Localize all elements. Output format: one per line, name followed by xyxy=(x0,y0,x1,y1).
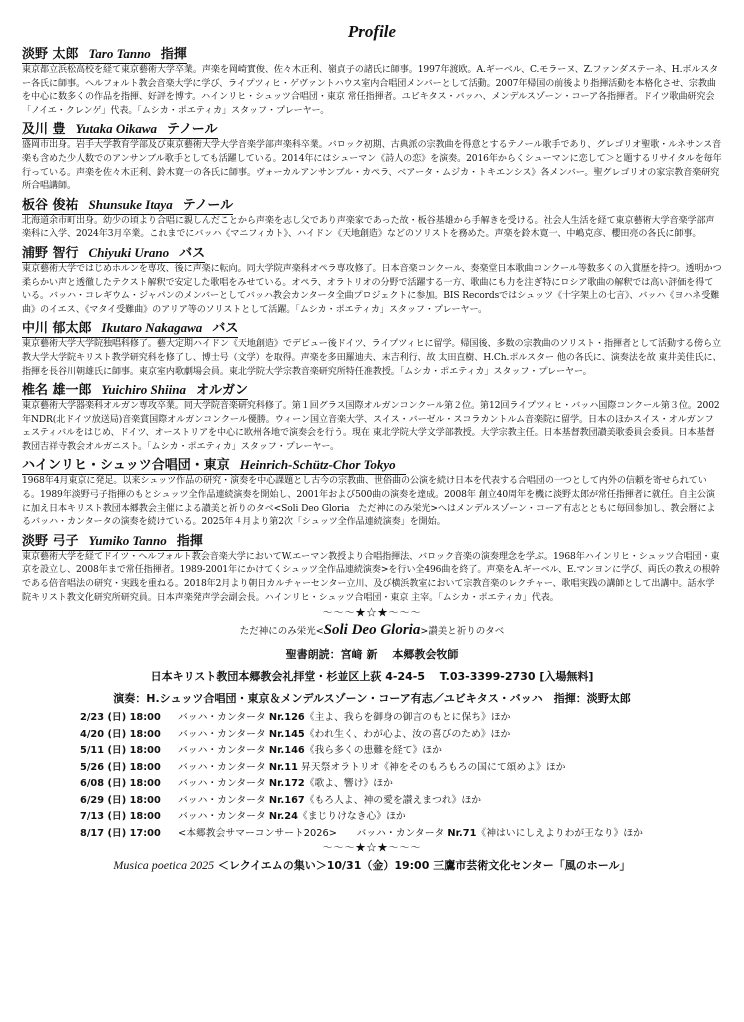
profile-role: テノール xyxy=(182,197,234,213)
schedule-cantata-number: Nr.11 xyxy=(268,761,298,773)
profile-name-line xyxy=(22,244,722,262)
profile-bio: 盛岡市出身。岩手大学教育学部及び東京藝術大学大学音楽学部声楽科卒業。バロック初期、古典派の宗教曲を得意とするテノール歌手であり、グレゴリオ聖歌・ルネサンス音楽も含めた少人数でのアンサンブル歌手としても活躍している。2014年にはシューマン《詩人の恋》を演奏。2016年からくシューマンに恋して＞と題するリサイタルを毎年行っている。声楽を佐々木正利、鈴木寛一の各氏に師事。ヴォーカルアンサンブル・カペラ、ベアータ・ムジカ・トキエンシス》各メンバー。聖グレゴリオの家宗教音楽研究所合唱講師。 xyxy=(22,140,722,192)
schedule-label: バッハ・カンタータ xyxy=(178,761,269,773)
profile-name-underline xyxy=(22,534,203,551)
soli-deo-gloria: Soli Deo Gloria xyxy=(323,622,421,639)
profile-name-line xyxy=(22,532,722,550)
schedule-cantata-number: Nr.126 xyxy=(268,712,305,724)
schedule-date: 5/26 (日) 18:00 xyxy=(80,761,161,773)
schedule-work-title: 昇天祭オラトリオ《神をそのもろもろの国にて頌めよ》ほか xyxy=(297,761,566,773)
profile-entry xyxy=(22,196,722,242)
schedule-list xyxy=(80,710,722,842)
profile-name-roman: Ikutaro Nakagawa xyxy=(101,320,203,336)
schedule-date: 5/11 (日) 18:00 xyxy=(80,745,161,757)
profile-entry xyxy=(22,120,722,193)
schedule-row xyxy=(80,809,722,826)
schedule-row xyxy=(80,793,722,810)
schedule-cantata-number: Nr.172 xyxy=(268,778,305,790)
footer-event-jp: ＜レクイエムの集い＞ xyxy=(217,859,327,873)
schedule-row xyxy=(80,826,722,843)
schedule-program xyxy=(178,776,722,793)
profile-name-underline xyxy=(22,458,406,475)
profile-name-line xyxy=(22,120,722,138)
profile-name-jp: 淡野 弓子 xyxy=(22,533,79,549)
profile-bio: 東京藝術大学大学院独唱科修了。藝大定期ハイドン《天地創造》でデビュー後ドイツ、ライプツィヒに留学。帰国後、多数の宗教曲のソリスト・指揮者として活動する傍ら立教大学大学院キリスト教学研究科を修了し、博士号（文学）を取得。声楽を多田羅迪夫、末吉利行、故 太田直樹、H.Ch.ポルスター 他の各氏に、演奏法を故 東井美佳氏に、指揮を長谷川朝雄氏に師事。東京室内歌劇場会員。東北学院大学宗教音楽研究所特任准教授。「ムシカ・ポエティカ」スタッフ・プレーヤー。 xyxy=(22,339,722,377)
schedule-cantata-number: Nr.167 xyxy=(268,794,305,806)
profile-name-jp: ハインリヒ・シュッツ合唱団・東京 xyxy=(22,458,230,474)
schedule-row xyxy=(80,760,722,777)
schedule-program xyxy=(178,809,722,826)
schedule-label: バッハ・カンタータ xyxy=(178,728,269,740)
schedule-date: 4/20 (日) 18:00 xyxy=(80,728,161,740)
profile-name-jp: 及川 豊 xyxy=(22,122,66,138)
schedule-program xyxy=(178,710,722,727)
profile-name-jp: 中川 郁太郎 xyxy=(22,321,92,337)
profile-name-underline xyxy=(22,321,238,338)
schedule-program xyxy=(178,826,722,843)
profile-bio: 東京都立浜松高校を経て東京藝術大学卒業。声楽を岡崎實俊、佐々木正利、嶺貞子の諸氏に師事。1997年渡欧。A.ギーベル、C.モラーヌ、Z.ファンダステーネ、H.ボルスター各氏に師事。ヘルフォルト教会音楽大学に学び、ライプツィヒ・ゲヴァントハウス室内合唱団メンバーとして活動。2007年帰国の前後より指揮活動を本格化させ、宗教曲を中心に数多くの作品を指揮、好評を博す。ハインリヒ・シュッツ合唱団・東京 常任指揮者。ユビキタス・バッハ、メンデルスゾーン・コーア各指揮者。ドイツ歌曲研究会「ノイエ・クレンゲ」代表。「ムシカ・ポエティカ」スタッフ・プレーヤー。 xyxy=(22,65,719,116)
schedule-work-title: 《神はいにしえよりわが王なり》ほか xyxy=(476,827,643,839)
profile-bio: 1968年4月東京に発足。以来シュッツ作品の研究・演奏を中心課題とし古今の宗教曲、世俗曲の公演を続け日本を代表する合唱団の一つとして内外の信頼を寄せられている。1989年淡野弓子指揮のもとシュッツ全作品連続演奏を開始し、2001年および500曲の演奏を達成。2008年 創立40周年を機に淡野太郎が常任指揮者に就任。自主公演に加え日本キリスト教団本郷教会主催による讃美と祈りのタベ<Soli Deo Gloria ただ神にのみ栄光>へはメンデルスゾーン・コーア有志とともに毎回参加し、教会暦によるバッハ・カンタータの演奏を続けている。2025年４月より第2次「シュッツ全作品連続演奏」を開始。 xyxy=(22,476,716,528)
footer-event-roman: Musica poetica 2025 xyxy=(113,858,215,873)
schedule-program xyxy=(178,727,722,744)
profile-name-underline xyxy=(22,246,205,263)
schedule-date: 6/29 (日) 18:00 xyxy=(80,794,161,806)
profile-name-underline xyxy=(22,198,233,215)
schedule-label: バッハ・カンタータ xyxy=(178,778,269,790)
schedule-work-title: 《歌よ、響け》ほか xyxy=(304,778,393,790)
schedule-cantata-number: Nr.24 xyxy=(268,811,298,823)
schedule-row xyxy=(80,776,722,793)
profile-name-underline xyxy=(22,383,248,400)
profile-name-roman: Yumiko Tanno xyxy=(88,532,167,548)
profile-entry xyxy=(22,381,722,454)
schedule-program xyxy=(178,793,722,810)
vespers-prefix: ただ神にのみ栄光< xyxy=(239,626,324,638)
schedule-date: 7/13 (日) 18:00 xyxy=(80,811,161,823)
schedule-date: 2/23 (日) 18:00 xyxy=(80,712,161,724)
footer-event-venue: 三鷹市芸術文化センター「風のホール」 xyxy=(433,859,631,873)
scripture-reading: 聖書朗読：宮﨑 新 本郷教会牧師 xyxy=(285,648,459,662)
page-title: Profile xyxy=(347,22,397,41)
profile-name-roman: Taro Tanno xyxy=(88,46,151,61)
profile-name-roman: Heinrich-Schütz-Chor Tokyo xyxy=(239,457,396,473)
schedule-cantata-number: Nr.71 xyxy=(447,827,477,839)
profile-name-roman: Yuichiro Shiina xyxy=(101,382,186,398)
profile-name-jp: 浦野 智行 xyxy=(22,245,79,261)
footer-event-date: 10/31（金）19:00 xyxy=(326,859,430,873)
profile-name-roman: Shunsuke Itaya xyxy=(88,196,173,212)
profile-role: オルガン xyxy=(195,383,248,399)
profile-name-line xyxy=(22,319,722,337)
profile-list xyxy=(22,45,722,605)
profile-name-roman: Yutaka Oikawa xyxy=(75,121,158,137)
schedule-label: バッハ・カンタータ xyxy=(178,794,269,806)
schedule-date: 8/17 (日) 17:00 xyxy=(80,827,161,839)
schedule-label: バッハ・カンタータ xyxy=(178,712,269,724)
schedule-row xyxy=(80,743,722,760)
schedule-work-title: 《主よ、我らを御身の御言のもとに保ち》ほか xyxy=(304,712,511,724)
profile-role: テノール xyxy=(167,122,218,138)
schedule-work-title: 《我ら多くの患難を経て》ほか xyxy=(304,745,442,757)
profile-name-underline xyxy=(22,122,218,139)
schedule-date: 6/08 (日) 18:00 xyxy=(80,778,161,790)
profile-role: バス xyxy=(212,321,239,337)
performers: 演奏：H.シュッツ合唱団・東京＆メンデルスゾーン・コーア有志／ユビキタス・バッハ 指揮：淡野太郎 xyxy=(113,692,631,706)
schedule-program xyxy=(178,760,722,777)
church-info: 日本キリスト教団本郷教会礼拝堂・杉並区上荻 4-24-5 T.03-3399-2730 [入場無料] xyxy=(150,670,594,684)
profile-name-underline xyxy=(22,47,187,64)
profile-role: 指揮 xyxy=(176,533,203,549)
profile-role: バス xyxy=(179,245,206,261)
profile-bio: 東京藝術大学を経てドイツ・ヘルフォルト教会音楽大学においてW.エーマン教授より合唱指揮法、バロック音楽の演奏理念を学ぶ。1968年ハインリヒ・シュッツ合唱団・東京を設立し、2008年まで常任指揮者。1989-2001年にかけてくシュッツ全作品連続演奏>を行い全496曲を終了。声楽をA.ギーベル、E.マンヨンに学び、両氏の教えの根幹である倍音唱法の研究・実践を重ねる。2018年2月より朝日カルチャーセンター立川、及び横浜教室において宗教音楽のレクチャー、歌唱実践の講師として出講中。話水学院キリスト教文化研究所研究員。日本声楽発声学会副会長。ハインリヒ・シュッツ合唱団・東京 主宰。「ムシカ・ポエティカ」代表。 xyxy=(22,551,720,603)
schedule-label: バッハ・カンタータ xyxy=(178,745,269,757)
star-divider-bottom: 〜〜〜★☆★〜〜〜 xyxy=(322,843,422,855)
profile-entry xyxy=(22,319,722,379)
schedule-label: <本郷教会サマーコンサート2026> バッハ・カンタータ xyxy=(178,827,448,839)
profile-role: 指揮 xyxy=(160,47,187,62)
schedule-program xyxy=(178,743,722,760)
schedule-work-title: 《われ生く、わが心よ、汝の喜びのため》ほか xyxy=(304,728,511,740)
profile-entry xyxy=(22,456,722,529)
profile-entry xyxy=(22,532,722,605)
profile-name-jp: 椎名 雄一郎 xyxy=(22,383,92,399)
profile-name-line xyxy=(22,381,722,399)
footer-event xyxy=(22,855,722,876)
schedule-work-title: 《もろ人よ、神の愛を讃えまつれ》ほか xyxy=(304,794,482,806)
schedule-row xyxy=(80,727,722,744)
schedule-work-title: 《まじりけなき心》ほか xyxy=(297,811,406,823)
profile-entry xyxy=(22,45,722,118)
schedule-row xyxy=(80,710,722,727)
profile-name-roman: Chiyuki Urano xyxy=(88,244,170,260)
star-divider: 〜〜〜★☆★〜〜〜 xyxy=(322,608,422,620)
profile-bio: 北海道余市町出身。幼少の頃より合唱に親しんだことから声楽を志し父であり声楽家であった故・板谷基雄から手解きを受ける。社会人生活を経て東京藝術大学音楽学部声楽科に入学、2024年3月卒業。これまでにバッハ《マニフィカト》、ハイドン《天地創造》などのソリストを務めた。声楽を鈴木寛一、中嶋克彦、櫻田亮の各氏に師事。 xyxy=(22,215,715,240)
schedule-cantata-number: Nr.145 xyxy=(268,728,305,740)
schedule-label: バッハ・カンタータ xyxy=(178,811,269,823)
profile-bio: 東京藝術大学ではじめホルンを専攻、後に声楽に転向。同大学院声楽科オペラ専攻修了。日本音楽コンクール、奏楽堂日本歌曲コンクール等数多くの入賞歴を持つ。透明かつ柔らかい声と透徹したテクスト解釈で安定した歌唱をみせている。オペラ、オラトリオの分野で活躍する一方、歌曲にも力を注ぎ特にロシア歌曲の解釈では高い評価を得ている。バッハ・コレギウム・ジャパンのメンバーとしてバッハ教会カンタータ全曲プロジェクトに参加。BIS Recordsではシュッツ《十字架上の七言》、バッハ《ヨハネ受難曲》のイエス、《マタイ受難曲》のアリア等のソリストとして活躍。「ムシカ・ポエティカ」スタッフ・プレーヤー。 xyxy=(22,263,722,315)
profile-name-line xyxy=(22,196,722,214)
profile-name-jp: 板谷 俊祐 xyxy=(22,197,79,213)
profile-name-line xyxy=(22,45,722,63)
vespers-title xyxy=(22,620,722,642)
schedule-cantata-number: Nr.146 xyxy=(268,745,305,757)
profile-entry xyxy=(22,244,722,317)
profile-name-jp: 淡野 太郎 xyxy=(22,47,79,62)
vespers-suffix: >讃美と祈りのタベ xyxy=(420,626,505,638)
profile-bio: 東京藝術大学器楽科オルガン専攻卒業。同大学院音楽研究科修了。第１回グラス国際オルガンコンクール第２位。第12回ライプツィヒ・バッハ国際コンクール第３位。2002年NDR(北ドイツ放送局)音楽賞国際オルガンコンクール優勝。ウィーン国立音楽大学、スイス・バーゼル・スコラカントルム音楽院に留学。日本のほかスイス・オルガンフェスティバルをはじめ、ドイツ、オーストリアを中心に欧州各地で演奏会を行う。現在 東北学院大学文学部教授。大学宗教主任。日本基督教団讃美歌委員会委員。日本基督教団吉祥寺教会オルガニスト。「ムシカ・ポエティカ」スタッフ・プレーヤー。 xyxy=(22,401,720,452)
profile-name-line xyxy=(22,456,722,474)
